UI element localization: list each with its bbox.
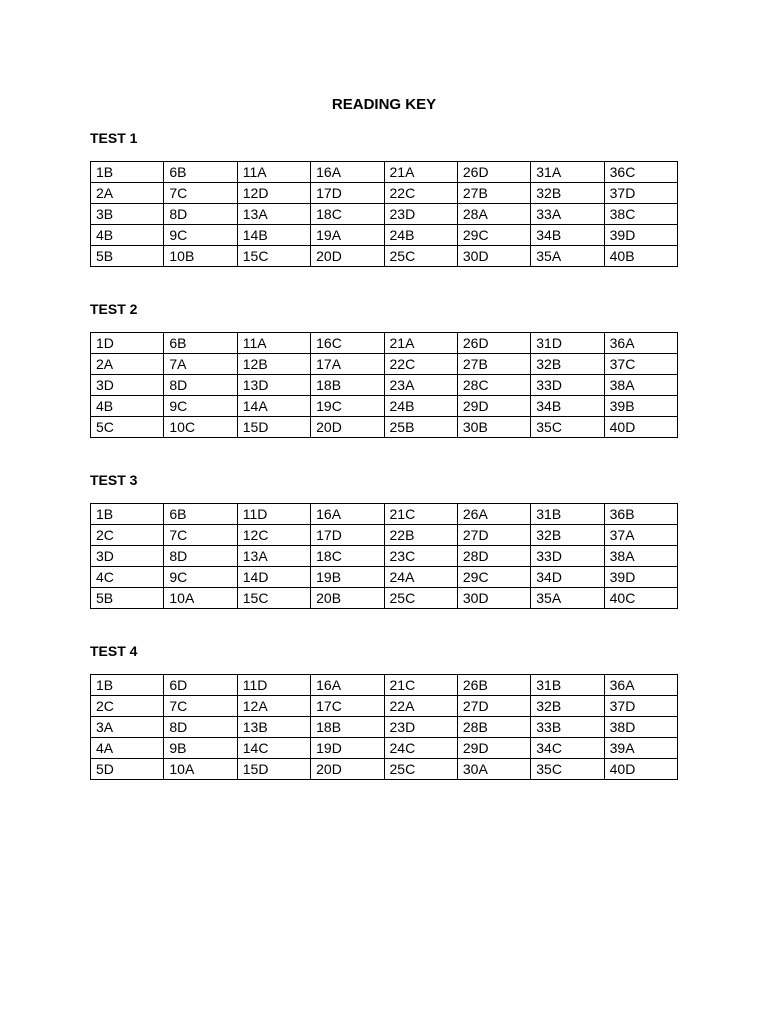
table-row [91,396,678,417]
test-1-answer-table [90,161,678,267]
answer-cell: 1B [91,162,164,183]
table-row [91,546,678,567]
answer-cell: 27B [457,183,530,204]
answer-cell: 19B [311,567,384,588]
answer-cell: 18B [311,717,384,738]
answer-cell: 22C [384,183,457,204]
answer-cell: 27B [457,354,530,375]
answer-cell: 11A [237,333,310,354]
answer-cell: 16C [311,333,384,354]
table-row [91,504,678,525]
answer-cell: 8D [164,546,237,567]
table-row [91,183,678,204]
answer-cell: 25C [384,759,457,780]
answer-cell: 12D [237,183,310,204]
answer-cell: 35A [531,588,604,609]
answer-cell: 7C [164,183,237,204]
answer-cell: 24B [384,396,457,417]
answer-cell: 33D [531,546,604,567]
answer-cell: 9C [164,396,237,417]
table-row [91,333,678,354]
answer-cell: 30B [457,417,530,438]
answer-cell: 1B [91,504,164,525]
answer-cell: 23C [384,546,457,567]
answer-cell: 34B [531,225,604,246]
answer-cell: 26A [457,504,530,525]
answer-cell: 17D [311,183,384,204]
answer-cell: 40D [604,759,677,780]
answer-cell: 32B [531,354,604,375]
answer-cell: 37D [604,696,677,717]
answer-cell: 23D [384,717,457,738]
page-title: READING KEY [331,96,437,113]
answer-cell: 31B [531,504,604,525]
table-row [91,696,678,717]
answer-cell: 9C [164,567,237,588]
answer-cell: 3A [91,717,164,738]
table-row [91,225,678,246]
answer-cell: 19D [311,738,384,759]
answer-cell: 19C [311,396,384,417]
answer-cell: 12C [237,525,310,546]
answer-cell: 1B [91,675,164,696]
answer-cell: 25C [384,246,457,267]
answer-cell: 38A [604,546,677,567]
answer-cell: 39A [604,738,677,759]
answer-cell: 7C [164,696,237,717]
answer-cell: 2A [91,183,164,204]
answer-cell: 1D [91,333,164,354]
answer-cell: 16A [311,162,384,183]
test-2-section [90,299,678,435]
answer-cell: 14B [237,225,310,246]
answer-cell: 17A [311,354,384,375]
answer-cell: 7A [164,354,237,375]
table-row [91,162,678,183]
answer-cell: 38C [604,204,677,225]
table-row [91,738,678,759]
answer-cell: 30D [457,246,530,267]
answer-cell: 40B [604,246,677,267]
test-2-heading: TEST 2 [90,301,138,317]
answer-cell: 26B [457,675,530,696]
test-1-section [90,128,678,264]
answer-cell: 30D [457,588,530,609]
answer-cell: 15D [237,417,310,438]
answer-cell: 19A [311,225,384,246]
answer-cell: 34D [531,567,604,588]
answer-cell: 4B [91,396,164,417]
table-row [91,375,678,396]
answer-cell: 5D [91,759,164,780]
answer-cell: 11D [237,504,310,525]
answer-cell: 15C [237,246,310,267]
answer-cell: 31A [531,162,604,183]
test-1-heading: TEST 1 [90,130,138,146]
answer-cell: 33D [531,375,604,396]
table-row [91,354,678,375]
answer-cell: 10A [164,588,237,609]
answer-cell: 32B [531,525,604,546]
answer-cell: 28A [457,204,530,225]
answer-cell: 18C [311,546,384,567]
answer-cell: 22C [384,354,457,375]
answer-cell: 29C [457,225,530,246]
answer-cell: 27D [457,696,530,717]
answer-cell: 33B [531,717,604,738]
table-row [91,525,678,546]
answer-cell: 21C [384,504,457,525]
answer-cell: 4B [91,225,164,246]
answer-cell: 25C [384,588,457,609]
answer-cell: 24C [384,738,457,759]
answer-cell: 24B [384,225,457,246]
test-3-heading: TEST 3 [90,472,138,488]
answer-cell: 16A [311,675,384,696]
table-row [91,588,678,609]
answer-cell: 3B [91,204,164,225]
answer-cell: 35C [531,759,604,780]
answer-cell: 36A [604,333,677,354]
answer-cell: 6B [164,162,237,183]
answer-cell: 31B [531,675,604,696]
test-3-answer-table [90,503,678,609]
table-row [91,567,678,588]
answer-cell: 5B [91,246,164,267]
answer-cell: 6D [164,675,237,696]
answer-cell: 18B [311,375,384,396]
answer-cell: 36C [604,162,677,183]
test-3-section [90,470,678,606]
answer-cell: 11D [237,675,310,696]
answer-cell: 29D [457,396,530,417]
answer-cell: 2C [91,525,164,546]
answer-cell: 37D [604,183,677,204]
answer-cell: 32B [531,183,604,204]
answer-cell: 18C [311,204,384,225]
answer-cell: 10B [164,246,237,267]
answer-cell: 36B [604,504,677,525]
answer-cell: 5C [91,417,164,438]
answer-cell: 14A [237,396,310,417]
answer-cell: 2A [91,354,164,375]
answer-cell: 27D [457,525,530,546]
answer-cell: 8D [164,375,237,396]
answer-cell: 35C [531,417,604,438]
test-4-section [90,641,678,777]
answer-cell: 33A [531,204,604,225]
answer-cell: 26D [457,333,530,354]
answer-cell: 4A [91,738,164,759]
answer-cell: 26D [457,162,530,183]
test-2-answer-table [90,332,678,438]
answer-cell: 4C [91,567,164,588]
table-row [91,717,678,738]
answer-cell: 7C [164,525,237,546]
answer-cell: 40D [604,417,677,438]
answer-cell: 15D [237,759,310,780]
answer-cell: 13A [237,546,310,567]
answer-cell: 12B [237,354,310,375]
answer-cell: 20D [311,246,384,267]
answer-cell: 30A [457,759,530,780]
answer-cell: 40C [604,588,677,609]
answer-cell: 38D [604,717,677,738]
answer-cell: 22A [384,696,457,717]
answer-cell: 17D [311,525,384,546]
answer-cell: 37C [604,354,677,375]
table-row [91,675,678,696]
answer-cell: 9C [164,225,237,246]
answer-cell: 3D [91,546,164,567]
answer-cell: 17C [311,696,384,717]
answer-cell: 39D [604,225,677,246]
answer-cell: 34B [531,396,604,417]
table-row [91,246,678,267]
answer-cell: 39B [604,396,677,417]
answer-cell: 39D [604,567,677,588]
answer-cell: 6B [164,333,237,354]
answer-cell: 21A [384,162,457,183]
answer-cell: 13B [237,717,310,738]
answer-cell: 28D [457,546,530,567]
answer-cell: 8D [164,204,237,225]
answer-cell: 15C [237,588,310,609]
answer-cell: 20D [311,759,384,780]
answer-cell: 20D [311,417,384,438]
answer-cell: 34C [531,738,604,759]
answer-cell: 14C [237,738,310,759]
answer-cell: 3D [91,375,164,396]
answer-cell: 10C [164,417,237,438]
answer-cell: 37A [604,525,677,546]
test-4-heading: TEST 4 [90,643,138,659]
answer-cell: 23D [384,204,457,225]
answer-cell: 8D [164,717,237,738]
answer-cell: 11A [237,162,310,183]
answer-cell: 38A [604,375,677,396]
table-row [91,204,678,225]
answer-cell: 16A [311,504,384,525]
answer-cell: 21C [384,675,457,696]
answer-cell: 24A [384,567,457,588]
answer-cell: 9B [164,738,237,759]
answer-cell: 25B [384,417,457,438]
answer-cell: 36A [604,675,677,696]
answer-cell: 10A [164,759,237,780]
answer-cell: 14D [237,567,310,588]
answer-cell: 21A [384,333,457,354]
table-row [91,417,678,438]
answer-cell: 22B [384,525,457,546]
answer-cell: 13D [237,375,310,396]
answer-cell: 6B [164,504,237,525]
answer-cell: 28B [457,717,530,738]
test-4-answer-table [90,674,678,780]
answer-cell: 32B [531,696,604,717]
answer-cell: 2C [91,696,164,717]
answer-cell: 23A [384,375,457,396]
answer-cell: 13A [237,204,310,225]
answer-cell: 31D [531,333,604,354]
answer-cell: 28C [457,375,530,396]
answer-cell: 29C [457,567,530,588]
table-row [91,759,678,780]
answer-cell: 5B [91,588,164,609]
answer-cell: 29D [457,738,530,759]
answer-cell: 12A [237,696,310,717]
answer-cell: 20B [311,588,384,609]
answer-cell: 35A [531,246,604,267]
